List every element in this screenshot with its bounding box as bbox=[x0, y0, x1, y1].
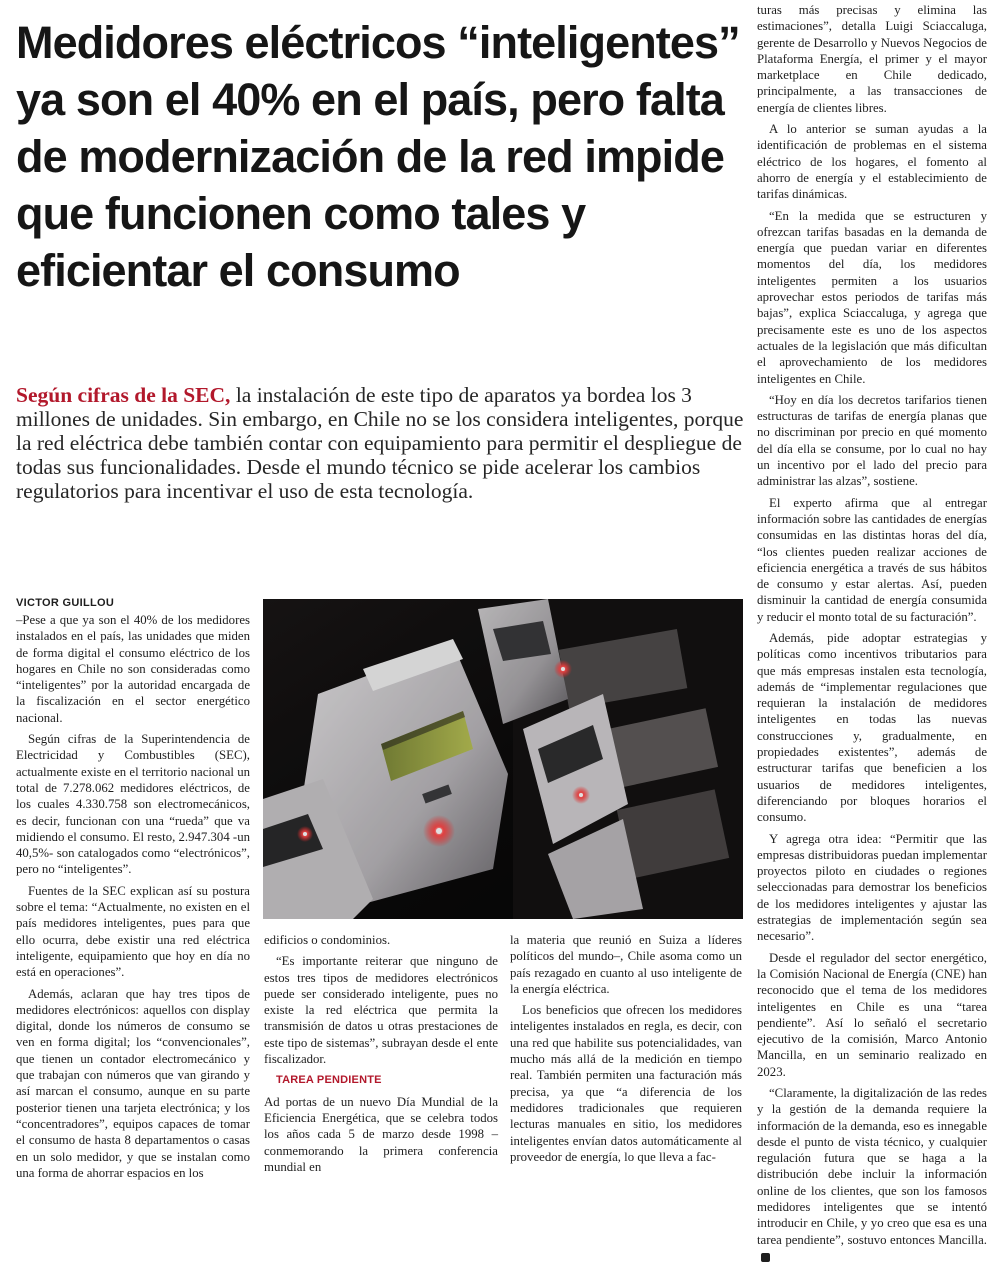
paragraph: Y agrega otra idea: “Permitir que las empresas distribuidoras puedan implementar proyectos piloto en ciudades o regiones seleccionadas para demostrar los beneficios de los medidores inteligentes y ajustar las estrategias de implementación según sea necesario”. bbox=[757, 831, 987, 944]
paragraph: “Hoy en día los decretos tarifarios tienen estructuras de tarifas de energía planas que no discriminan por precio en qué momento del día ella se consume, por lo cual no hay un incentivo por el lado del precio para administrar las alzas”, sostiene. bbox=[757, 392, 987, 489]
paragraph: Ad portas de un nuevo Día Mundial de la Eficiencia Energética, que se celebra todos los años cada 5 de marzo desde 1998 –conmemorando la primera conferencia mundial en bbox=[264, 1094, 498, 1174]
lead-highlight: Según cifras de la SEC, bbox=[16, 383, 231, 407]
paragraph: “En la medida que se estructuren y ofrezcan tarifas basadas en la demanda de energía que puedan variar en diferentes momentos del día, los medidores inteligentes permiten a los usuarios aprovechar estos periodos de tarifas más bajas”, explica Sciaccaluga, y agrega que precisamente este es uno de los aspectos actuales de la legislación que más dificultan el aprovechamiento de los medidores inteligentes en Chile. bbox=[757, 208, 987, 386]
headline: Medidores eléctricos “inteligentes” ya son el 40% en el país, pero falta de modernización de la red impide que funcionen como tales y eficientar el consumo bbox=[16, 17, 740, 296]
paragraph: edificios o condominios. bbox=[264, 933, 391, 947]
section-subhead: TAREA PENDIENTE bbox=[276, 1074, 382, 1087]
paragraph: Además, pide adoptar estrategias y políticas como incentivos tributarios para que más empresas instalen esta tecnología, además de “implementar regulaciones que requieran la instalación de medidores inteligentes en todas las nuevas construcciones y, gradualmente, en propiedades existentes”, además de estructurar tarifas que beneficien a los usuarios de medidores inteligentes, diferenciando por bloques horarios el consumo. bbox=[757, 630, 987, 825]
meters-photo bbox=[263, 599, 743, 919]
end-mark-icon bbox=[761, 1253, 770, 1262]
paragraph: El experto afirma que al entregar información sobre las cantidades de energías consumidas en las distintas horas del día, “los clientes pueden realizar acciones de eficiencia energética a través de sus hábitos de consumo y estar alertas. Así, pueden disminuir la cantidad de energía consumida y reducir el monto total de su facturación”. bbox=[757, 495, 987, 624]
paragraph: turas más precisas y elimina las estimaciones”, detalla Luigi Sciaccaluga, gerente de Desarrollo y Nuevos Negocios de Plataforma Energía, el primer y el mayor marketplace en Chile dedicado, principalmente, a las transacciones de energía de clientes libres. bbox=[757, 3, 987, 115]
paragraph bbox=[757, 1085, 987, 1264]
column-3 bbox=[510, 932, 742, 1167]
paragraph: Los beneficios que ofrecen los medidores inteligentes instalados en regla, es decir, con una red que habilite sus potencialidades, van mucho más allá de la medición en tiempo real. También permiten una facturación más precisa, ya que “a diferencia de los medidores tradicionales que requieren lecturas manuales en sitio, los medidores inteligentes envían datos automáticamente al proveedor de energía, lo que lleva a fac- bbox=[510, 1003, 742, 1164]
final-paragraph-text: “Claramente, la digitalización de las redes y la gestión de la demanda requiere la información de la demanda, eso es innegable desde el punto de vista técnico, y cualquier regulación futura que se haga a la distribución debe incluir la información online de los clientes, que son los famosos medidores inteligentes que se intentó introducir en Chile, y yo creo que esa es una tarea pendiente”, sostuvo entonces Mancilla. bbox=[757, 1086, 987, 1247]
paragraph: Desde el regulador del sector energético, la Comisión Nacional de Energía (CNE) han reconocido que el tema de los medidores inteligentes en Chile es una “tarea pendiente”. Así lo señaló el secretario ejecutivo de la comisión, Marco Antonio Mancilla, en un seminario realizado en 2023. bbox=[757, 950, 987, 1079]
paragraph: Fuentes de la SEC explican así su postura sobre el tema: “Actualmente, no existen en el país medidores inteligentes, pues para que ello ocurra, debe existir una red eléctrica inteligente, equipamiento que hoy en día no está en operaciones”. bbox=[16, 883, 250, 980]
column-1 bbox=[16, 612, 250, 1180]
paragraph: la materia que reunió en Suiza a líderes políticos del mundo–, Chile asoma como un país rezagado en cuanto al uso inteligente de la energía eléctrica. bbox=[510, 933, 742, 996]
lead-paragraph bbox=[16, 383, 746, 503]
paragraph: Según cifras de la Superintendencia de Electricidad y Combustibles (SEC), actualmente existe en el territorio nacional un total de 7.278.062 medidores eléctricos, de los cuales 4.330.758 son electromecánicos, es decir, funcionan con una “rueda” que va midiendo el consumo. El resto, 2.947.304 -un 40,5%- son catalogados como “electrónicos”, pero no “inteligentes”. bbox=[16, 732, 250, 877]
paragraph: –Pese a que ya son el 40% de los medidores instalados en el país, las unidades que miden de forma digital el consumo eléctrico de los hogares en Chile no son consideradas como “inteligentes” por la autoridad encargada de la fiscalización en el sector energético nacional. bbox=[16, 613, 250, 725]
lead-text: la instalación de este tipo de aparatos ya bordea los 3 millones de unidades. Sin embargo, en Chile no se los considera inteligentes, porque la red eléctrica debe también contar con equipamiento para permitir el despliegue de todas sus funcionalidades. Desde el mundo técnico se pide acelerar los cambios regulatorios para incentivar el uso de esta tecnología. bbox=[16, 383, 744, 503]
paragraph: A lo anterior se suman ayudas a la identificación de problemas en el sistema eléctrico de los hogares, el fomento al ahorro de energía y el establecimiento de tarifas dinámicas. bbox=[757, 122, 987, 202]
byline: VICTOR GUILLOU bbox=[16, 597, 115, 609]
column-4 bbox=[757, 2, 987, 1247]
electric-meters-photo-icon bbox=[263, 599, 743, 919]
paragraph: “Es importante reiterar que ninguno de estos tres tipos de medidores electrónicos puede ser considerado inteligente, pues no existe la red eléctrica que permita la transmisión de datos u otras prestaciones de este tipo de sistemas”, subrayan desde el ente fiscalizador. bbox=[264, 954, 498, 1067]
paragraph: Además, aclaran que hay tres tipos de medidores electrónicos: aquellos con display digital, donde los números de consumo se ven en forma digital; los “convencionales”, que tienen un contador electromecánico y que trabajan con números que van girando y así marcan el consumo, aunque en su parte posterior tienen una tarjeta electrónica; y los “concentradores”, equipos capaces de tomar el consumo de hasta 8 departamentos o casas en un solo medidor, y que se instalan como una forma de ahorrar espacios en los bbox=[16, 986, 250, 1180]
column-2 bbox=[264, 932, 498, 1174]
